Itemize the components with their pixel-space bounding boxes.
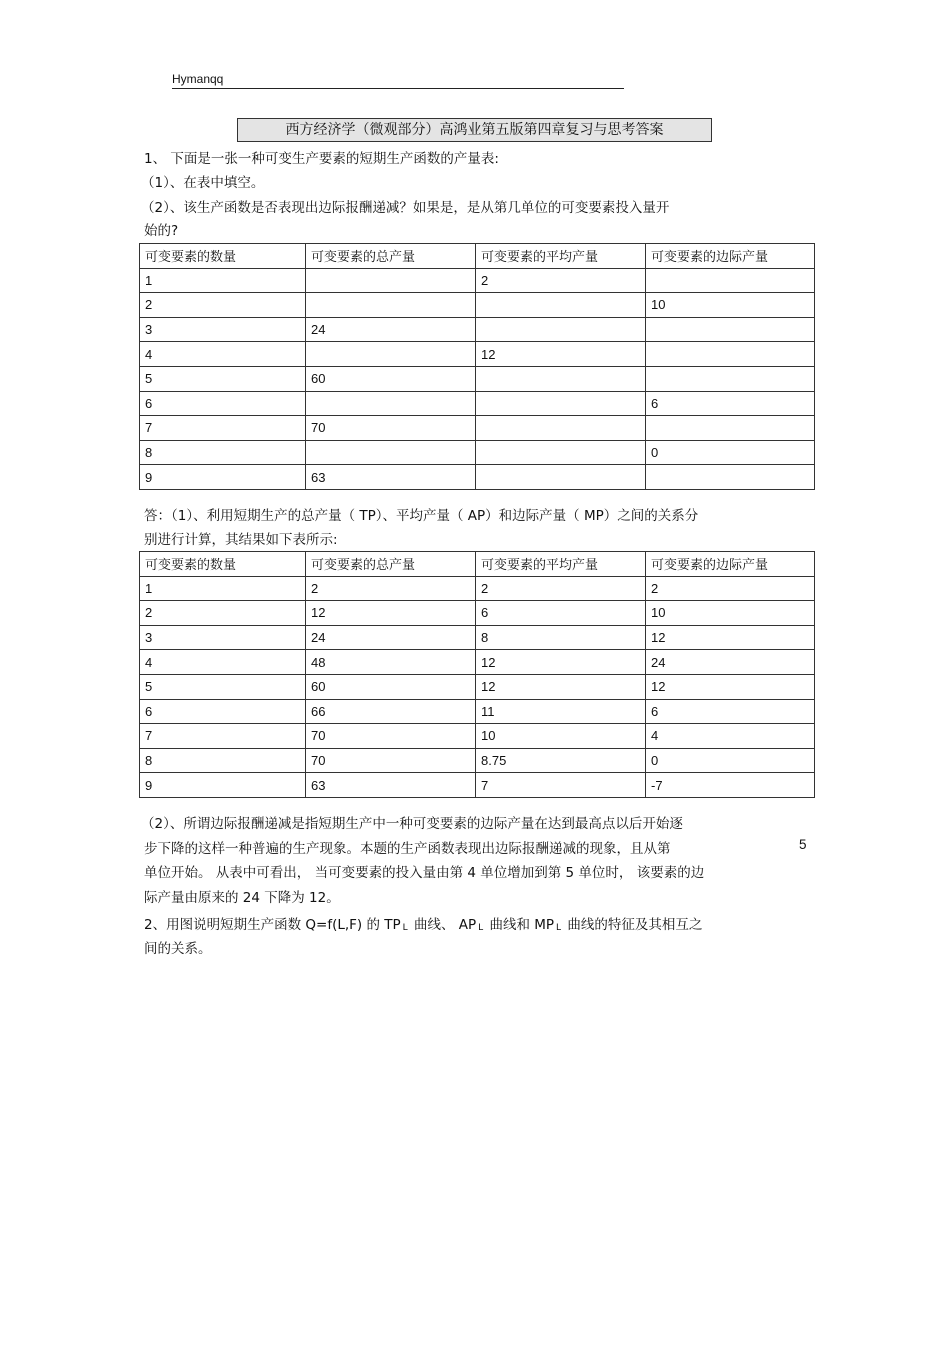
- table-row: [140, 699, 815, 724]
- table-cell: 60: [306, 366, 476, 391]
- table-cell: [306, 391, 476, 416]
- table-cell: 12: [476, 342, 646, 367]
- table-cell: 10: [476, 724, 646, 749]
- question-1-part-2: （2）、该生产函数是否表现出边际报酬递减？如果是，是从第几单位的可变要素投入量开: [141, 200, 670, 216]
- table-cell: [646, 465, 815, 490]
- table-cell: 48: [306, 650, 476, 675]
- document-title: 西方经济学（微观部分）高鸿业第五版第四章复习与思考答案: [237, 118, 712, 142]
- table-cell: 12: [646, 625, 815, 650]
- table-cell: 5: [140, 674, 306, 699]
- table-cell: 7: [476, 773, 646, 798]
- table-cell: 0: [646, 440, 815, 465]
- part-2-line-3: 单位开始。 从表中可看出， 当可变要素的投入量由第 4 单位增加到第 5 单位时， 该要素的边: [144, 865, 705, 881]
- table-row: [140, 576, 815, 601]
- table-cell: 2: [306, 576, 476, 601]
- table-cell: 2: [646, 576, 815, 601]
- table-row: [140, 625, 815, 650]
- table-cell: 63: [306, 773, 476, 798]
- part-2-line-2: 步下降的这样一种普遍的生产现象。本题的生产函数表现出边际报酬递减的现象，且从第: [144, 841, 671, 857]
- table-row: [140, 773, 815, 798]
- part-2-line-2-number: 5: [799, 837, 807, 852]
- production-table-blank: [139, 243, 815, 490]
- table-cell: 8: [476, 625, 646, 650]
- table-row: [140, 650, 815, 675]
- table-cell: [306, 342, 476, 367]
- page-header: Hymanqq: [172, 72, 224, 86]
- table-cell: 11: [476, 699, 646, 724]
- table-cell: -7: [646, 773, 815, 798]
- table-cell: 6: [140, 699, 306, 724]
- header-cell: 可变要素的数量: [140, 552, 306, 577]
- table-cell: 12: [476, 650, 646, 675]
- table-cell: 6: [476, 601, 646, 626]
- table-cell: 1: [140, 268, 306, 293]
- table-row: [140, 674, 815, 699]
- table-cell: [646, 268, 815, 293]
- table-cell: 24: [306, 317, 476, 342]
- table-cell: 9: [140, 773, 306, 798]
- question-2-text-c: 曲线和 MP: [485, 917, 555, 933]
- table-cell: 10: [646, 601, 815, 626]
- table-row: [140, 416, 815, 441]
- table-cell: 0: [646, 748, 815, 773]
- table-cell: 7: [140, 416, 306, 441]
- header-cell: 可变要素的平均产量: [476, 552, 646, 577]
- table-cell: [476, 440, 646, 465]
- table-cell: 8: [140, 440, 306, 465]
- answer-line-2: 别进行计算，其结果如下表所示:: [144, 532, 338, 548]
- question-1-part-1: （1）、在表中填空。: [141, 175, 265, 191]
- table-cell: 70: [306, 416, 476, 441]
- question-2-line-2: 间的关系。: [144, 941, 212, 957]
- table-cell: 24: [646, 650, 815, 675]
- table-row: [140, 268, 815, 293]
- table-cell: [476, 366, 646, 391]
- table-cell: 8: [140, 748, 306, 773]
- table-cell: [306, 293, 476, 318]
- table-cell: 2: [140, 293, 306, 318]
- table-cell: [646, 317, 815, 342]
- header-cell: 可变要素的总产量: [306, 244, 476, 269]
- table-row: [140, 391, 815, 416]
- table-row: [140, 724, 815, 749]
- table-row: [140, 293, 815, 318]
- question-2-line-1: [144, 913, 702, 933]
- table-cell: [306, 268, 476, 293]
- part-2-line-4: 际产量由原来的 24 下降为 12。: [144, 890, 340, 906]
- table-cell: [476, 391, 646, 416]
- table-cell: 70: [306, 748, 476, 773]
- part-2-line-1: （2）、所谓边际报酬递减是指短期生产中一种可变要素的边际产量在达到最高点以后开始逐: [141, 816, 683, 832]
- table-cell: 6: [140, 391, 306, 416]
- table-cell: [476, 465, 646, 490]
- table-cell: 2: [476, 576, 646, 601]
- table-cell: 12: [476, 674, 646, 699]
- table-cell: 6: [646, 699, 815, 724]
- table-cell: [306, 440, 476, 465]
- table-cell: 12: [306, 601, 476, 626]
- question-2-text-b: 曲线、 AP: [409, 917, 477, 933]
- header-cell: 可变要素的总产量: [306, 552, 476, 577]
- question-1-part-2-cont: 始的?: [144, 223, 179, 239]
- table-row: [140, 748, 815, 773]
- table-cell: 6: [646, 391, 815, 416]
- table-cell: 5: [140, 366, 306, 391]
- table-cell: 10: [646, 293, 815, 318]
- table-cell: 4: [140, 342, 306, 367]
- subscript-l: L: [478, 923, 484, 933]
- header-cell: 可变要素的平均产量: [476, 244, 646, 269]
- question-2-text-a: 2、用图说明短期生产函数 Q=f(L,F) 的 TP: [144, 917, 401, 933]
- table-cell: 1: [140, 576, 306, 601]
- answer-line-1: 答：（1）、利用短期生产的总产量（ TP）、平均产量（ AP）和边际产量（ MP）之间的关系分: [144, 508, 699, 524]
- header-cell: 可变要素的边际产量: [646, 244, 815, 269]
- table-cell: 2: [476, 268, 646, 293]
- table-cell: [646, 416, 815, 441]
- table-cell: 70: [306, 724, 476, 749]
- table-cell: 3: [140, 317, 306, 342]
- table-cell: 4: [646, 724, 815, 749]
- table-cell: [476, 317, 646, 342]
- question-2-text-d: 曲线的特征及其相互之: [563, 917, 703, 933]
- table-cell: [476, 416, 646, 441]
- table-cell: 66: [306, 699, 476, 724]
- table-cell: 8.75: [476, 748, 646, 773]
- table-cell: [476, 293, 646, 318]
- question-1-intro: 1、 下面是一张一种可变生产要素的短期生产函数的产量表:: [144, 151, 499, 167]
- table-cell: 7: [140, 724, 306, 749]
- table-cell: 12: [646, 674, 815, 699]
- table-cell: 9: [140, 465, 306, 490]
- table-row: [140, 601, 815, 626]
- production-table-filled: [139, 551, 815, 798]
- table-cell: 60: [306, 674, 476, 699]
- table-cell: [646, 366, 815, 391]
- header-cell: 可变要素的边际产量: [646, 552, 815, 577]
- table-header-row: [140, 244, 815, 269]
- table-row: [140, 317, 815, 342]
- table-row: [140, 342, 815, 367]
- table-cell: 3: [140, 625, 306, 650]
- table-row: [140, 465, 815, 490]
- table-row: [140, 366, 815, 391]
- subscript-l: L: [556, 923, 562, 933]
- table-cell: 4: [140, 650, 306, 675]
- header-rule: [172, 88, 624, 89]
- table-cell: 2: [140, 601, 306, 626]
- table-cell: 63: [306, 465, 476, 490]
- table-cell: [646, 342, 815, 367]
- header-cell: 可变要素的数量: [140, 244, 306, 269]
- table-row: [140, 440, 815, 465]
- subscript-l: L: [402, 923, 408, 933]
- table-cell: 24: [306, 625, 476, 650]
- table-header-row: [140, 552, 815, 577]
